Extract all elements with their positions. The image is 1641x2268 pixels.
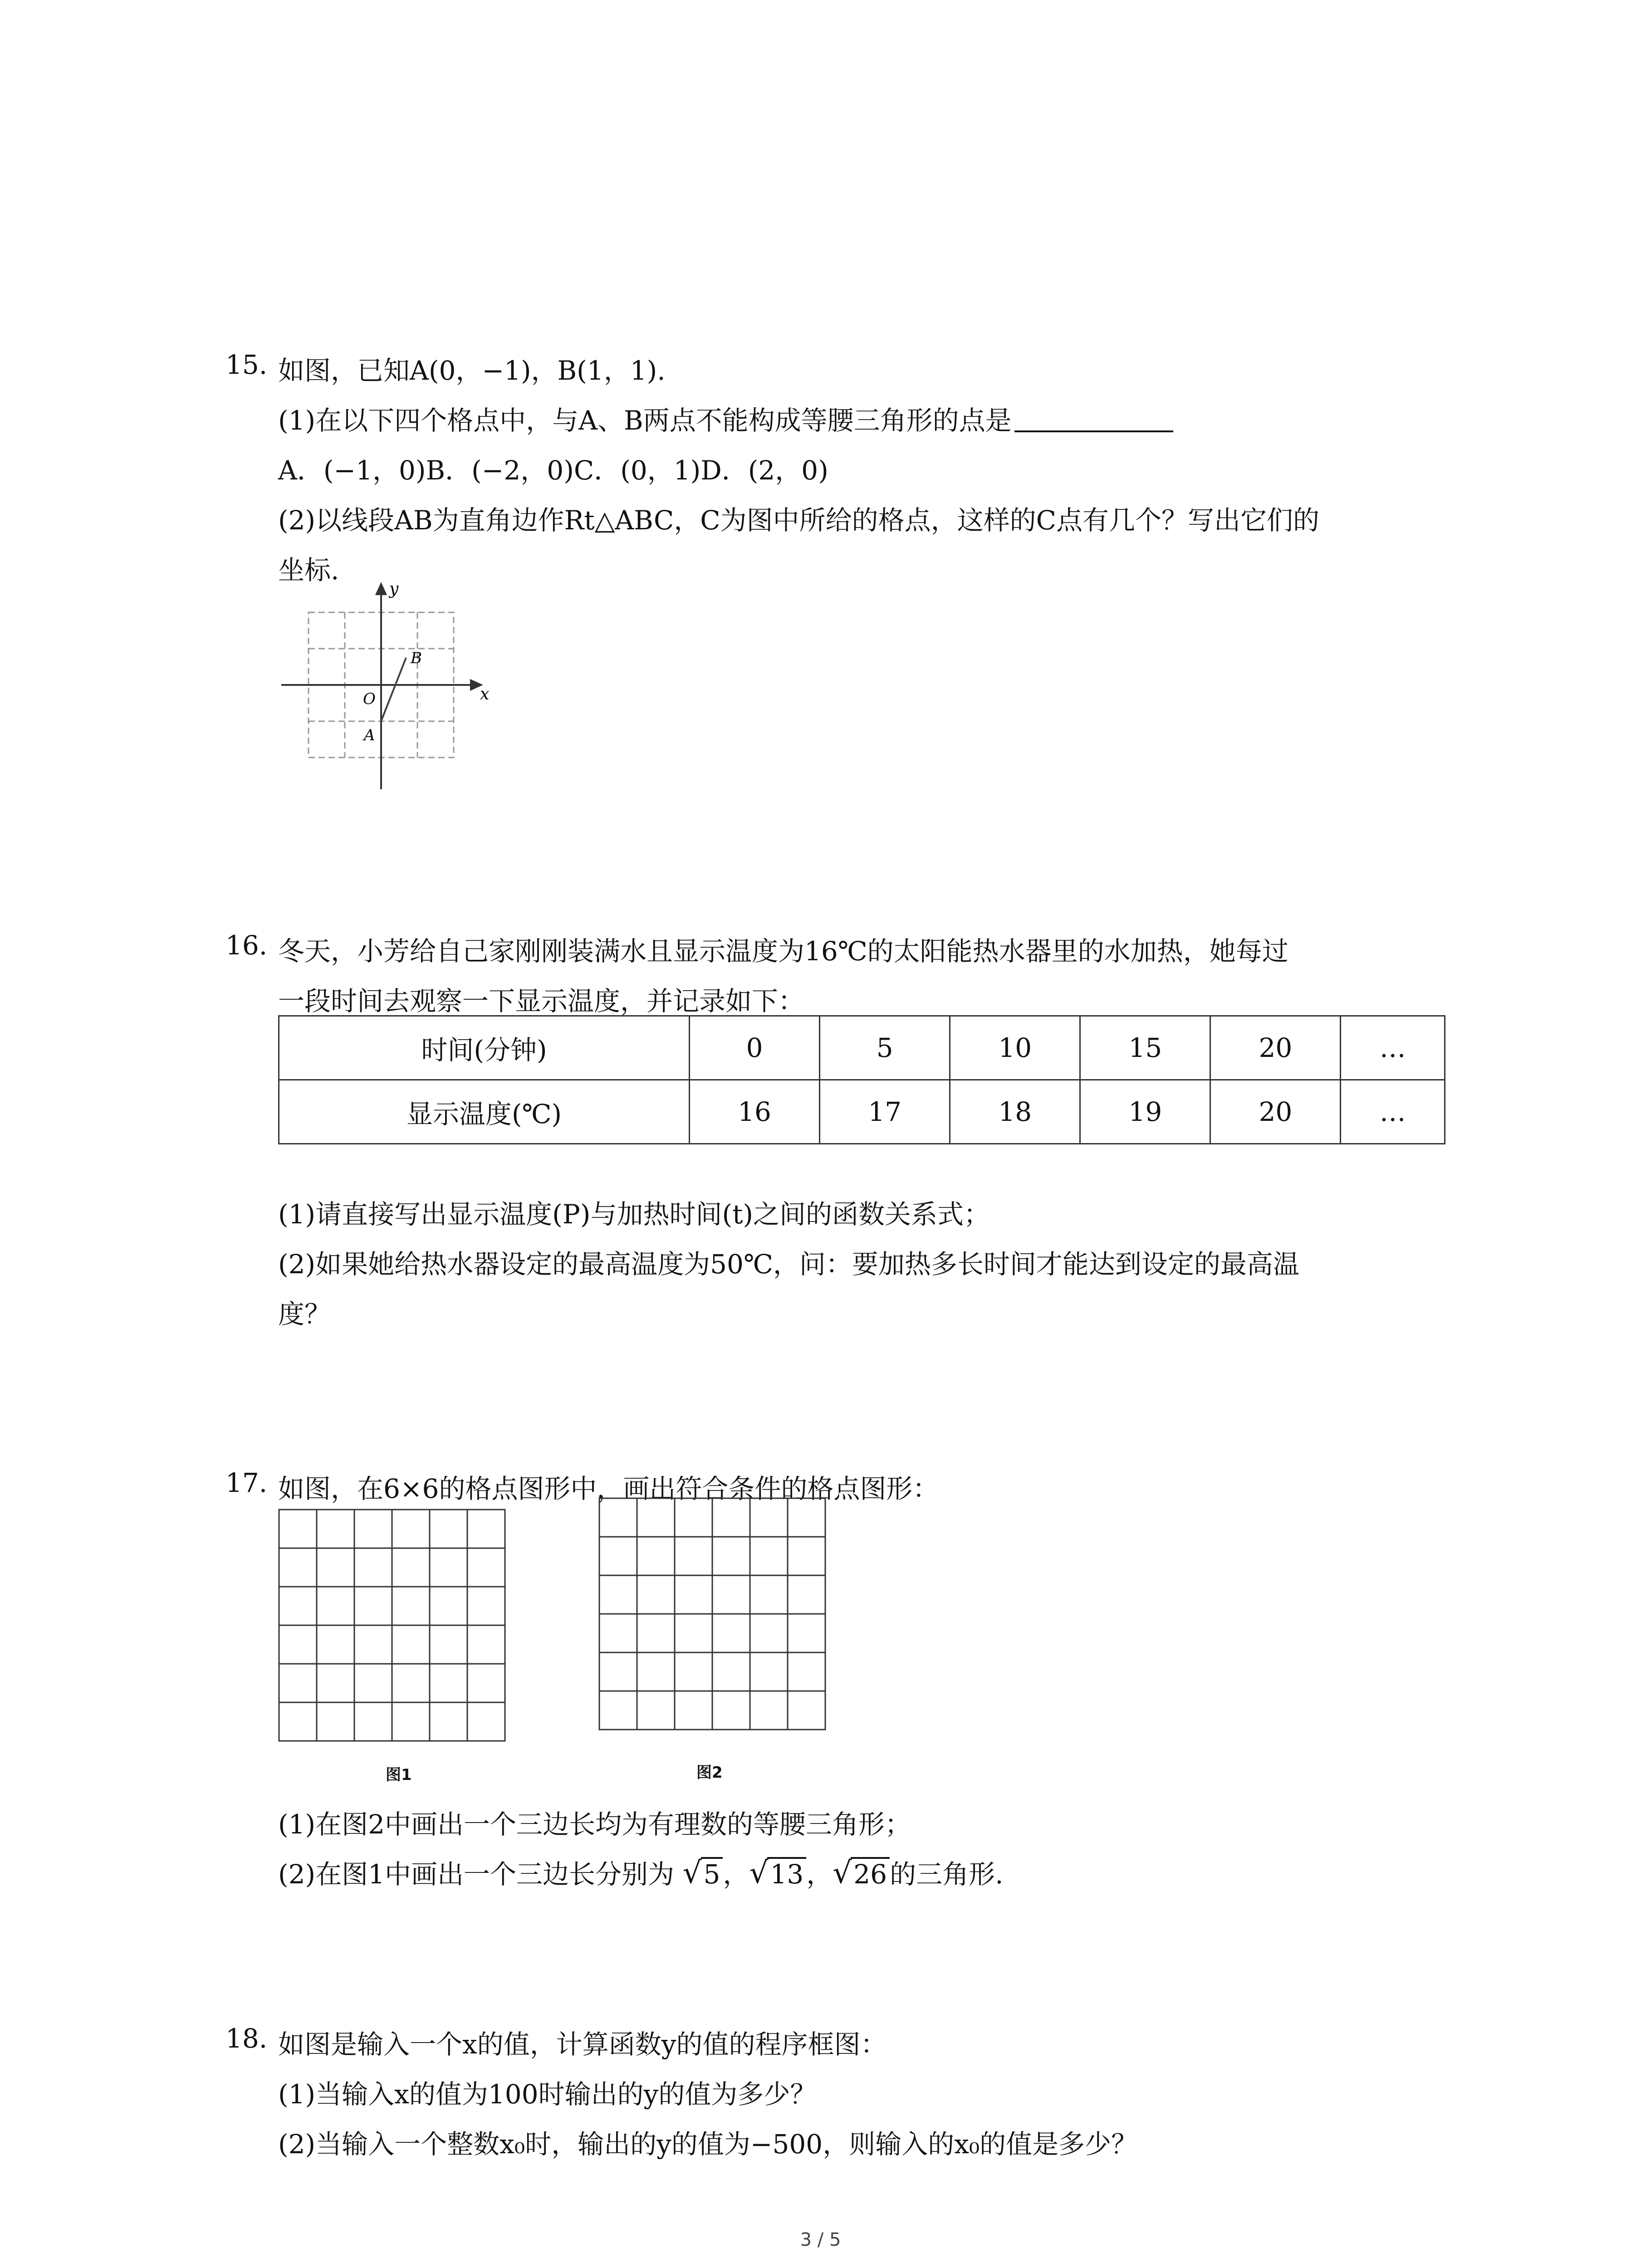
table-cell: 15	[1080, 1016, 1210, 1080]
q15-line-4: (2)以线段AB为直角边作Rt△ABC，C为图中所给的格点，这样的C点有几个？写出它们的	[278, 505, 1319, 536]
q15-line-1: 如图，已知A(0，−1)，B(1，1).	[278, 355, 666, 386]
table-cell: 18	[950, 1080, 1080, 1144]
point-b-label: B	[411, 649, 422, 667]
fig2-caption: 图2	[696, 1764, 723, 1782]
q15-number: 15.	[225, 349, 268, 380]
fig1-caption: 图1	[386, 1766, 412, 1784]
table-cell: 5	[820, 1016, 950, 1080]
temperature-table	[278, 1015, 1445, 1144]
page-number: 3 / 5	[800, 2229, 841, 2250]
separator: ，	[806, 1859, 833, 1890]
q17-line-3	[278, 1853, 1004, 1891]
radicand: 5	[701, 1857, 723, 1890]
table-cell: 时间(分钟)	[279, 1016, 690, 1080]
q16-line-5: 度？	[278, 1299, 331, 1330]
table-row	[279, 1016, 1445, 1080]
x-axis-label: x	[480, 685, 490, 704]
q17-line-3-pre: (2)在图1中画出一个三边长分别为	[278, 1859, 675, 1890]
radicand: 26	[851, 1857, 890, 1890]
q18-line-3: (2)当输入一个整数x₀时，输出的y的值为−500，则输入的x₀的值是多少？	[278, 2129, 1138, 2160]
radicand: 13	[767, 1857, 806, 1890]
sqrt-5: √ 5	[683, 1859, 723, 1890]
q18-line-2: (1)当输入x的值为100时输出的y的值为多少？	[278, 2079, 817, 2110]
table-row	[279, 1080, 1445, 1144]
table-cell: 20	[1210, 1016, 1341, 1080]
table-cell: 20	[1210, 1080, 1341, 1144]
q16-line-3: (1)请直接写出显示温度(P)与加热时间(t)之间的函数关系式；	[278, 1199, 990, 1230]
q15-line-5: 坐标.	[278, 555, 339, 586]
q16-line-4: (2)如果她给热水器设定的最高温度为50℃，问：要加热多长时间才能达到设定的最高温	[278, 1249, 1299, 1280]
table-cell: 17	[820, 1080, 950, 1144]
point-a-label: A	[364, 726, 375, 744]
q17-line-2: (1)在图2中画出一个三边长均为有理数的等腰三角形；	[278, 1809, 911, 1840]
table-cell: …	[1341, 1016, 1445, 1080]
grid-figure-1	[278, 1508, 509, 1744]
table-cell: 0	[690, 1016, 820, 1080]
q16-number: 16.	[225, 930, 268, 961]
q16-line-2: 一段时间去观察一下显示温度，并记录如下：	[278, 986, 805, 1017]
q18-number: 18.	[225, 2023, 268, 2054]
table-cell: 10	[950, 1016, 1080, 1080]
q17-line-3-post: 的三角形.	[890, 1859, 1004, 1890]
q17-line-1: 如图，在6×6的格点图形中，画出符合条件的格点图形：	[278, 1473, 939, 1504]
answer-blank[interactable]	[1014, 405, 1173, 432]
separator: ，	[723, 1859, 749, 1890]
q16-line-1: 冬天，小芳给自己家刚刚装满水且显示温度为16℃的太阳能热水器里的水加热，她每过	[278, 936, 1288, 967]
sqrt-26: √ 26	[833, 1859, 890, 1890]
table-cell: 16	[690, 1080, 820, 1144]
q15-line-2-text: (1)在以下四个格点中，与A、B两点不能构成等腰三角形的点是	[278, 405, 1012, 436]
origin-label: O	[363, 690, 376, 708]
q17-number: 17.	[225, 1467, 268, 1498]
segment-ab	[381, 658, 406, 721]
table-cell: 19	[1080, 1080, 1210, 1144]
q15-coordinate-figure	[277, 581, 495, 798]
y-axis-label: y	[389, 581, 399, 598]
sqrt-13: √ 13	[749, 1859, 806, 1890]
q15-options: A．(−1，0)B．(−2，0)C．(0，1)D．(2，0)	[278, 455, 828, 486]
q18-line-1: 如图是输入一个x的值，计算函数y的值的程序框图：	[278, 2029, 887, 2060]
q15-line-2	[278, 399, 1173, 437]
table-cell: 显示温度(℃)	[279, 1080, 690, 1144]
grid-figure-2	[598, 1497, 829, 1733]
table-cell: …	[1341, 1080, 1445, 1144]
